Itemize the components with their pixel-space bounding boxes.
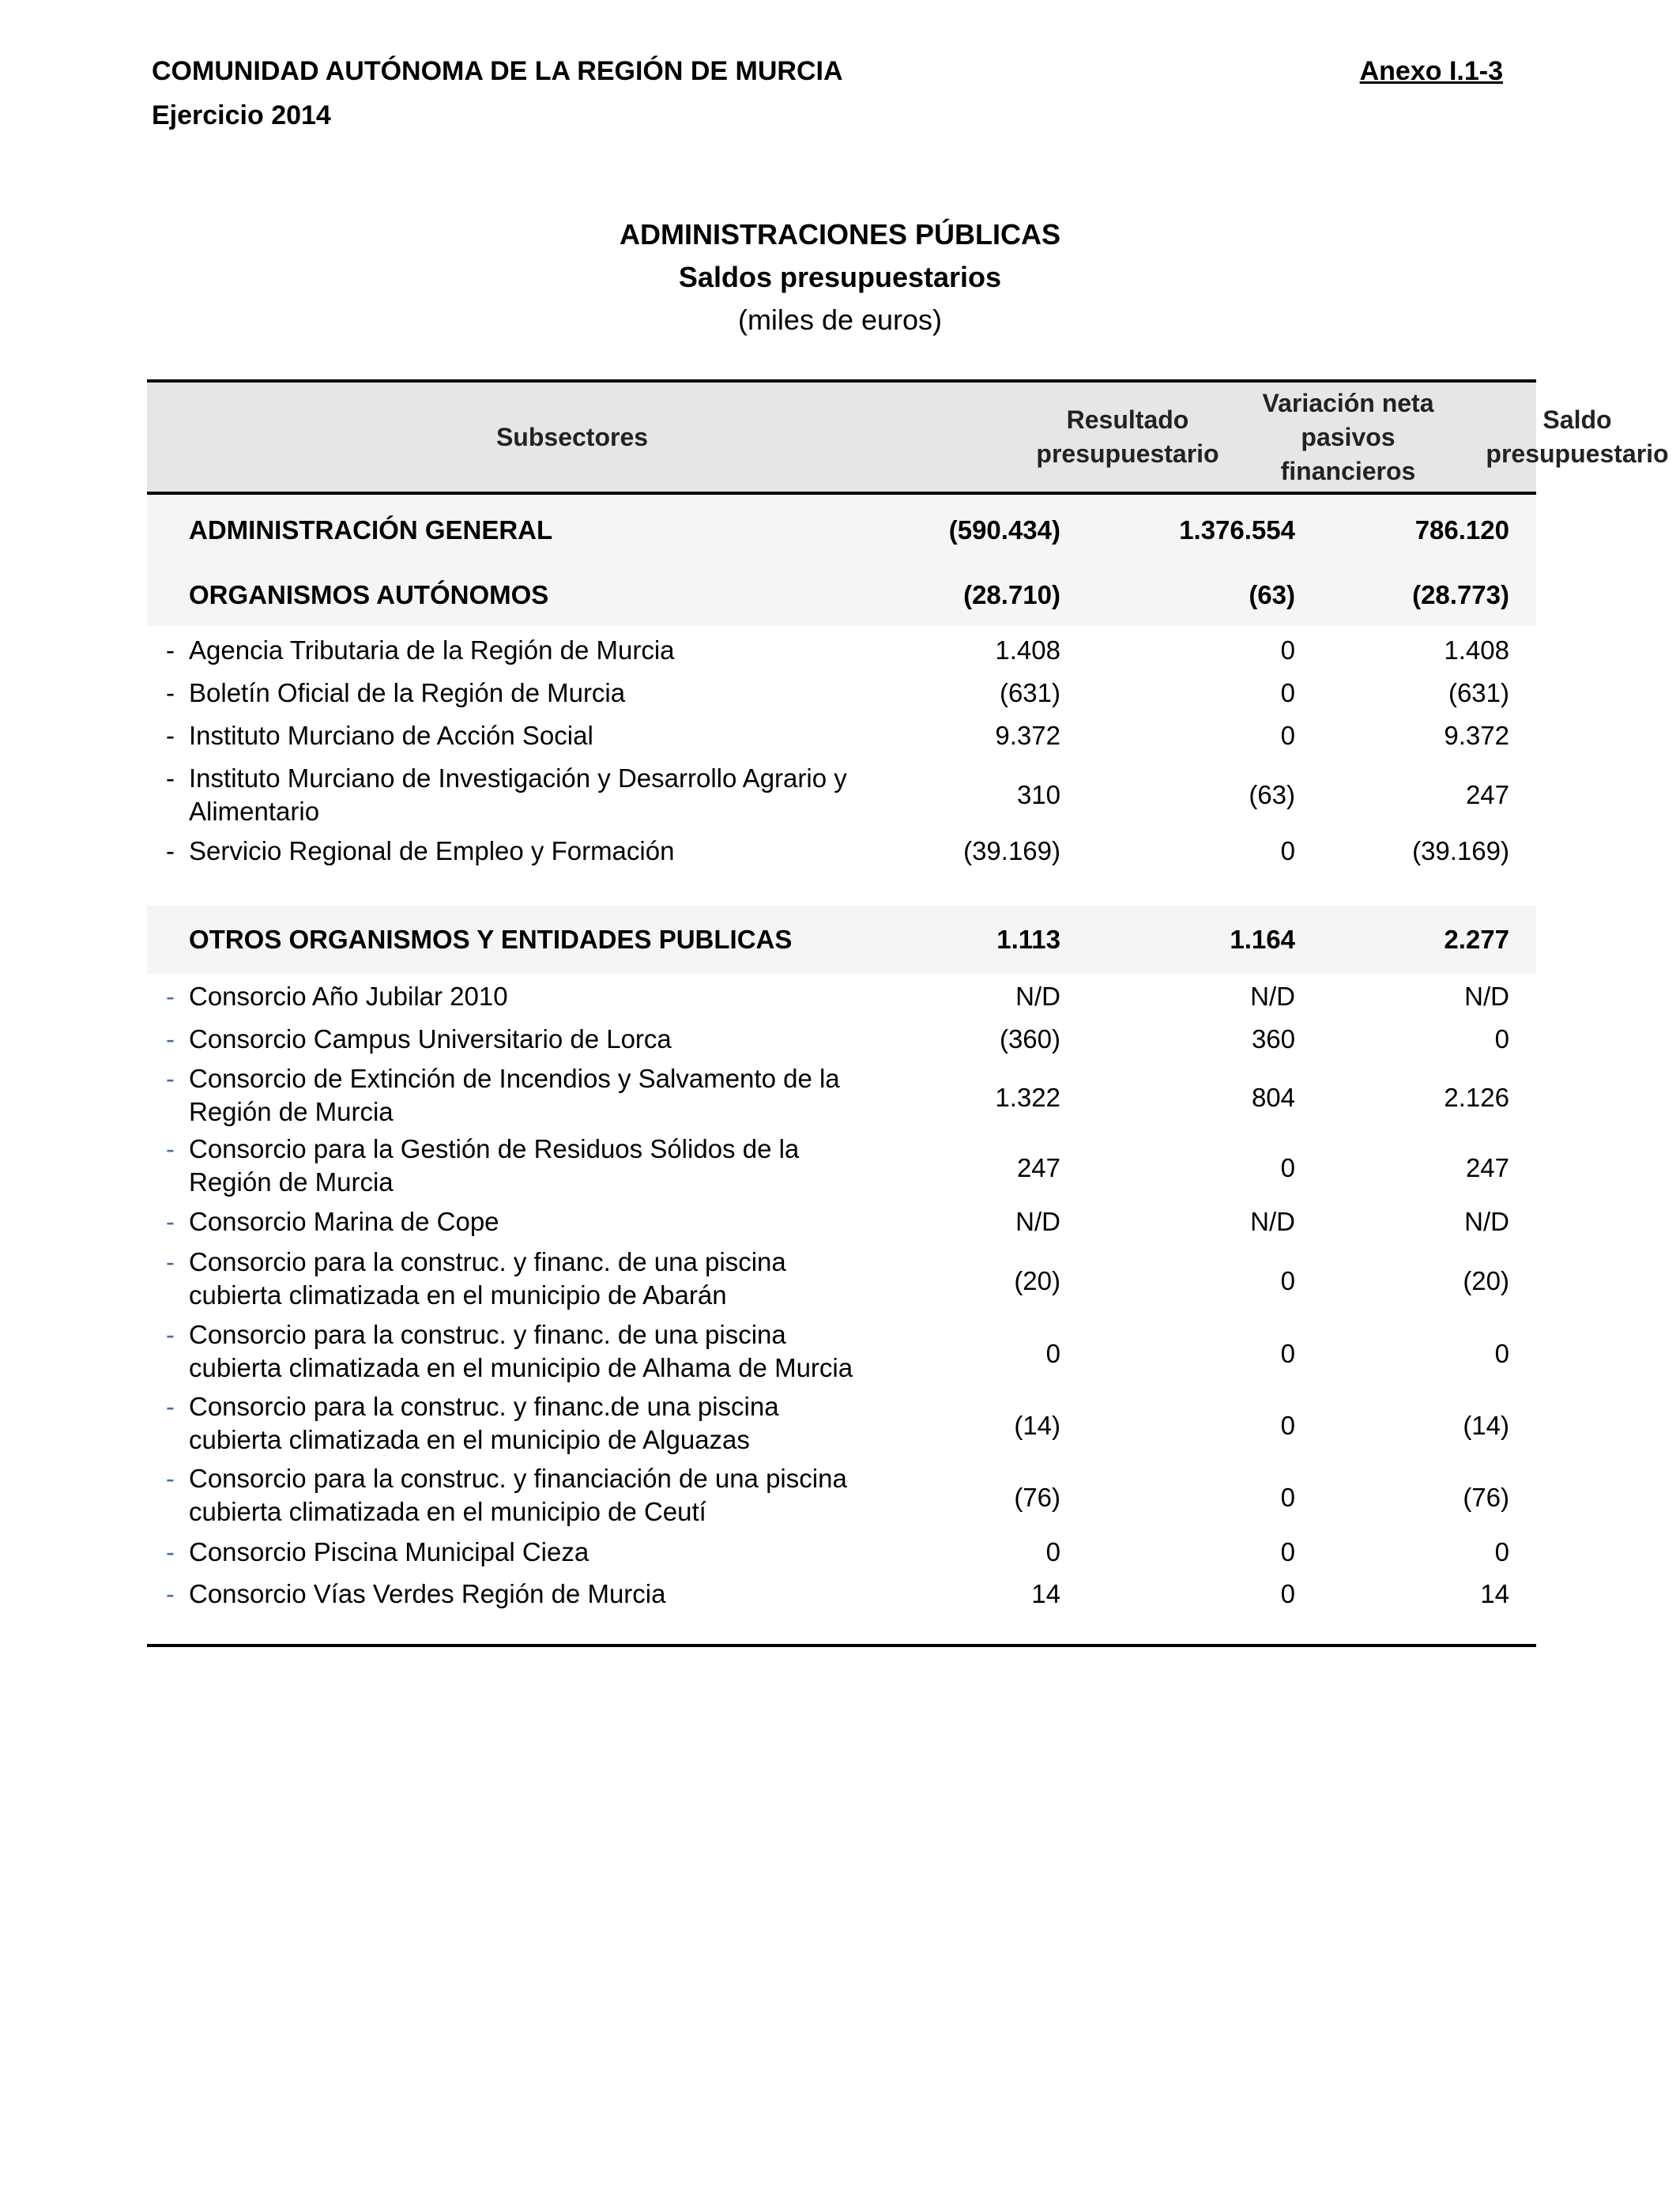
cell-variacion: 1.376.554 [1179,515,1295,545]
table-bottom-rule [147,1644,1536,1647]
row-label-line: cubierta climatizada en el municipio de Ceutí [189,1497,706,1526]
column-header-variacion-line: financieros [1280,456,1416,485]
row-label: Consorcio Campus Universitario de Lorca [189,1024,672,1054]
cell-variacion: 0 [1280,1339,1295,1368]
cell-saldo: (14) [1463,1411,1509,1440]
column-header-variacion-line: Variación neta [1262,388,1434,417]
otros-section [147,974,1536,1606]
column-header-resultado-line: Resultado [1066,405,1189,434]
bullet-dash: - [166,1537,175,1566]
row-label-line: Consorcio para la construc. y financ. de una piscina [189,1247,786,1276]
row-label: Consorcio Año Jubilar 2010 [189,982,508,1011]
cell-variacion: N/D [1250,982,1295,1011]
row-label-line: Región de Murcia [189,1167,394,1197]
group-row-admin-general [147,514,1536,547]
group-band-otros [147,906,1536,974]
bullet-dash: - [166,1024,175,1054]
row-label: Consorcio Piscina Municipal Cieza [189,1537,590,1566]
bullet-dash: - [166,1247,175,1276]
row-label: Boletín Oficial de la Región de Murcia [189,678,626,707]
column-header-saldo [1411,383,1680,492]
cell-resultado: (39.169) [963,836,1060,865]
organismos-section [147,626,1536,906]
row-label-line: Consorcio de Extinción de Incendios y Salvamento de la [189,1064,840,1093]
cell-resultado: 1.408 [995,635,1060,665]
column-header-resultado-line: presupuestario [1036,439,1219,468]
cell-saldo: 0 [1494,1339,1509,1368]
cell-saldo: 0 [1494,1537,1509,1566]
cell-resultado: (76) [1014,1483,1060,1512]
cell-resultado: (590.434) [948,515,1060,545]
cell-resultado: (360) [999,1024,1060,1054]
row-label-line: Instituto Murciano de Investigación y Desarrollo Agrario y [189,763,847,793]
report-units: (miles de euros) [737,303,943,336]
row-label: Agencia Tributaria de la Región de Murcia [189,635,675,665]
cell-variacion: 0 [1280,1153,1295,1182]
cell-variacion: (63) [1249,780,1295,809]
cell-variacion: 0 [1280,1266,1295,1295]
column-header-saldo-line: Saldo [1543,405,1612,434]
cell-variacion: 0 [1280,635,1295,665]
row-label-line: Consorcio para la construc. y financiación de una piscina [189,1464,847,1493]
cell-variacion: 0 [1280,1579,1295,1608]
cell-saldo: 786.120 [1414,515,1509,545]
group-band-top [147,495,1536,626]
row-label: ADMINISTRACIÓN GENERAL [189,515,553,545]
cell-saldo: (28.773) [1412,580,1509,609]
column-header-variacion-line: pasivos [1301,422,1396,451]
bullet-dash: - [166,1464,175,1493]
row-label-line: Consorcio para la construc. y financ. de una piscina [189,1320,786,1349]
table-row [147,1462,1536,1529]
cell-saldo: (39.169) [1412,836,1509,865]
cell-saldo: 2.126 [1444,1083,1509,1112]
cell-resultado: (631) [999,678,1060,707]
row-label-line: Alimentario [189,797,320,826]
row-label-line: Consorcio para la construc. y financ.de una piscina [189,1392,779,1421]
row-label: Instituto Murciano de Acción Social [189,721,593,750]
table-row [147,1246,1536,1312]
table-row [147,1318,1536,1385]
bullet-dash: - [166,1320,175,1349]
report-title: ADMINISTRACIONES PÚBLICAS [619,218,1061,251]
cell-variacion: 0 [1280,1537,1295,1566]
cell-resultado: N/D [1015,982,1060,1011]
row-label-line: cubierta climatizada en el municipio de Alhama de Murcia [189,1353,853,1382]
row-label-line: cubierta climatizada en el municipio de Abarán [189,1280,727,1310]
cell-saldo: (631) [1448,678,1509,707]
cell-saldo: 2.277 [1444,925,1509,954]
cell-variacion: 1.164 [1230,925,1295,954]
document-header [152,49,843,138]
cell-saldo: N/D [1464,982,1509,1011]
cell-saldo: (76) [1463,1483,1509,1512]
report-title-block [0,213,1680,341]
annex-label: Anexo I.1-3 [1359,56,1503,86]
row-label-line: Consorcio para la Gestión de Residuos Sólidos de la [189,1134,800,1163]
bullet-dash: - [166,635,175,665]
cell-saldo: 0 [1494,1024,1509,1054]
row-label: Consorcio Marina de Cope [189,1207,499,1236]
cell-resultado: 0 [1045,1339,1060,1368]
bullet-dash: - [166,836,175,865]
cell-resultado: 247 [1016,1153,1060,1182]
cell-resultado: 14 [1031,1579,1060,1608]
table-header [147,379,1669,495]
cell-variacion: 360 [1251,1024,1295,1054]
organization-name: COMUNIDAD AUTÓNOMA DE LA REGIÓN DE MURCIA [152,56,843,86]
bullet-dash: - [166,1207,175,1236]
cell-variacion: (63) [1249,580,1295,609]
table-row [147,762,1536,828]
cell-resultado: (20) [1014,1266,1060,1295]
cell-saldo: 247 [1465,780,1509,809]
cell-variacion: N/D [1250,1207,1295,1236]
row-label: OTROS ORGANISMOS Y ENTIDADES PUBLICAS [189,925,793,954]
cell-saldo: N/D [1464,1207,1509,1236]
column-header-saldo-line: presupuestario [1486,439,1669,468]
row-label: Consorcio Vías Verdes Región de Murcia [189,1579,666,1608]
cell-variacion: 0 [1280,721,1295,750]
bullet-dash: - [166,1134,175,1163]
cell-resultado: 310 [1016,780,1060,809]
group-row-otros [147,923,1536,956]
cell-saldo: 9.372 [1444,721,1509,750]
cell-variacion: 0 [1280,1483,1295,1512]
bullet-dash: - [166,721,175,750]
cell-saldo: 247 [1465,1153,1509,1182]
cell-saldo: (20) [1463,1266,1509,1295]
table-row [147,1133,1536,1199]
group-row-organismos [147,579,1536,612]
bullet-dash: - [166,1064,175,1093]
cell-resultado: 1.322 [995,1083,1060,1112]
row-label: ORGANISMOS AUTÓNOMOS [189,580,549,609]
fiscal-year: Ejercicio 2014 [152,100,331,130]
bullet-dash: - [166,1579,175,1608]
cell-resultado: 0 [1045,1537,1060,1566]
row-label-line: cubierta climatizada en el municipio de Alguazas [189,1425,750,1454]
bullet-dash: - [166,678,175,707]
cell-resultado: 1.113 [996,925,1060,954]
bullet-dash: - [166,1392,175,1421]
row-label: Servicio Regional de Empleo y Formación [189,836,675,865]
cell-resultado: N/D [1015,1207,1060,1236]
cell-saldo: 1.408 [1444,635,1509,665]
cell-saldo: 14 [1480,1579,1509,1608]
table-row [147,1390,1536,1457]
budget-balance-table [147,379,1669,1608]
row-label-line: Región de Murcia [189,1097,394,1126]
bullet-dash: - [166,982,175,1011]
column-header-subsectores: Subsectores [495,422,649,451]
cell-variacion: 0 [1280,836,1295,865]
cell-resultado: (28.710) [963,580,1060,609]
cell-resultado: (14) [1014,1411,1060,1440]
table-row [147,1062,1536,1129]
report-subtitle: Saldos presupuestarios [678,261,1002,293]
bullet-dash: - [166,763,175,793]
cell-variacion: 804 [1251,1083,1295,1112]
cell-resultado: 9.372 [995,721,1060,750]
cell-variacion: 0 [1280,1411,1295,1440]
cell-variacion: 0 [1280,678,1295,707]
